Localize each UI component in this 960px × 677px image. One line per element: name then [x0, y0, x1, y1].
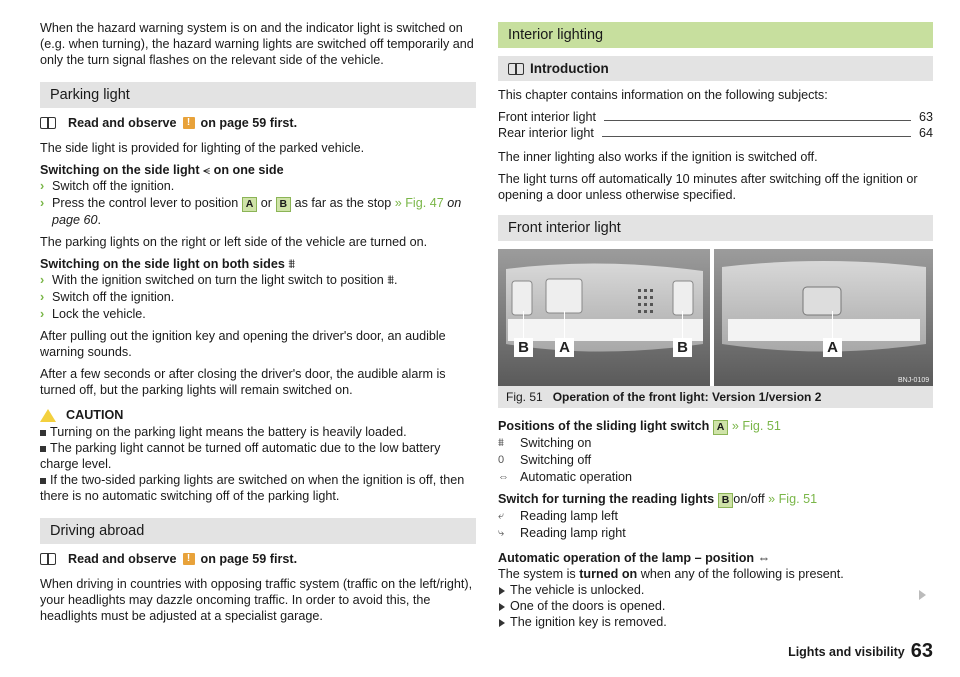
warning-icon: !	[183, 553, 195, 565]
caution-item: The parking light cannot be turned off automatic due to the low battery charge level.	[40, 441, 441, 471]
read-observe-parking: Read and observe ! on page 59 first.	[40, 116, 476, 130]
sliding-item: 0 Switching off	[498, 453, 592, 467]
parking-text-3: After pulling out the ignition key and opening the driver's door, an audible warning sounds.	[40, 329, 446, 359]
light-on-icon: ⩩	[498, 437, 504, 449]
book-icon	[40, 553, 56, 565]
arrow-icon: ›	[40, 307, 45, 321]
arrow-icon: ›	[40, 290, 45, 304]
side-light-icon: ⪪	[203, 163, 211, 177]
figure-code: BNJ-0109	[898, 377, 930, 384]
interior-text-1: The inner lighting also works if the ignition is switched off.	[498, 150, 818, 164]
automatic-text: The system is turned on when any of the following is present.	[498, 567, 844, 581]
fig-47-link[interactable]: » Fig. 47	[394, 196, 444, 210]
figure-51	[498, 249, 933, 386]
fig-51-link[interactable]: » Fig. 51	[731, 419, 781, 433]
intro-text: This chapter contains information on the following subjects:	[498, 88, 828, 102]
both-sides-heading: Switching on the side light on both sides ⩩	[40, 257, 296, 271]
toc-row[interactable]: Front interior light 63	[498, 110, 933, 124]
door-contact-icon: ⇔	[757, 551, 771, 565]
warning-icon: !	[183, 117, 195, 129]
parking-light-heading: Parking light	[40, 82, 476, 108]
reading-item: ⤶ Reading lamp left	[498, 509, 619, 523]
step-turn-switch: › With the ignition switched on turn the light switch to position ⩩.	[40, 273, 398, 287]
fig-51-link[interactable]: » Fig. 51	[768, 492, 818, 506]
front-interior-light-heading: Front interior light	[498, 215, 933, 241]
arrow-icon: ›	[40, 179, 45, 193]
book-icon	[40, 117, 56, 129]
interior-lighting-heading: Interior lighting	[498, 22, 933, 48]
parking-light-icon: ⩩	[288, 257, 296, 271]
caution-item: Turning on the parking light means the battery is heavily loaded.	[40, 424, 476, 440]
reading-lamp-right-icon: ⤷	[498, 527, 505, 539]
step-press-lever: › Press the control lever to position A or B as far as the stop » Fig. 47 on page 60.	[40, 196, 462, 227]
step-switch-off-ignition: › Switch off the ignition.	[40, 179, 175, 193]
figure-caption: Fig. 51 Operation of the front light: Version 1/version 2	[498, 386, 933, 408]
introduction-heading: Introduction	[498, 56, 933, 81]
parking-light-icon: ⩩	[387, 273, 395, 287]
figure-label-a: A	[823, 338, 842, 357]
sliding-item: ⇔ Automatic operation	[498, 470, 633, 484]
left-column	[40, 0, 476, 630]
parking-text-4: After a few seconds or after closing the driver's door, the audible alarm is turned off, but the parking lights will remain switched on.	[40, 367, 446, 397]
right-column	[498, 0, 933, 630]
key-a: A	[242, 197, 258, 212]
interior-text-2: The light turns off automatically 10 minutes after switching off the ignition or opening a door unless otherwise specified.	[498, 172, 918, 202]
automatic-item: The vehicle is unlocked.	[498, 582, 933, 598]
door-contact-icon: ⇔	[498, 471, 509, 483]
automatic-item: The ignition key is removed.	[498, 614, 933, 630]
step-switch-off: › Switch off the ignition.	[40, 290, 175, 304]
sliding-item: ⩩ Switching on	[498, 436, 592, 450]
figure-label-b: B	[514, 338, 533, 357]
caution-heading: CAUTION	[40, 408, 476, 422]
arrow-icon: ›	[40, 273, 45, 287]
triangle-bullet-icon	[499, 619, 505, 627]
page-number: 63	[910, 640, 933, 662]
key-b: B	[718, 493, 734, 508]
footer-section: Lights and visibility	[788, 644, 905, 659]
figure-label-b: B	[673, 338, 692, 357]
parking-text-2: The parking lights on the right or left side of the vehicle are turned on.	[40, 235, 428, 249]
light-off-icon: 0	[498, 454, 505, 466]
reading-item: ⤷ Reading lamp right	[498, 526, 626, 540]
hazard-paragraph: When the hazard warning system is on and the indicator light is switched on (e.g. when turning), the hazard warning lights are switched off temporarily and only the turn signal flashes on the relevant side of the vehicle.	[40, 21, 474, 67]
caution-icon	[40, 409, 56, 422]
reading-lamp-left-icon: ⤶	[498, 510, 505, 522]
one-side-heading: Switching on the side light ⪪ on one side	[40, 163, 284, 177]
key-b: B	[276, 197, 292, 212]
arrow-icon: ›	[40, 196, 45, 210]
triangle-bullet-icon	[499, 603, 505, 611]
caution-item: If the two-sided parking lights are switched on when the ignition is off, then there is no automatic switching off of the parking light.	[40, 473, 465, 503]
triangle-bullet-icon	[499, 587, 505, 595]
page-footer	[786, 640, 933, 663]
automatic-heading: Automatic operation of the lamp – position ⇔	[498, 551, 771, 565]
parking-text-1: The side light is provided for lighting of the parked vehicle.	[40, 141, 365, 155]
toc-row[interactable]: Rear interior light 64	[498, 126, 933, 140]
sliding-switch-heading: Positions of the sliding light switch A » Fig. 51	[498, 419, 781, 433]
figure-label-a: A	[555, 338, 574, 357]
book-icon	[508, 63, 524, 75]
key-a: A	[713, 420, 729, 435]
continue-arrow-icon	[919, 590, 926, 600]
driving-abroad-heading: Driving abroad	[40, 518, 476, 544]
reading-switch-heading: Switch for turning the reading lights B on/off » Fig. 51	[498, 492, 818, 506]
abroad-text: When driving in countries with opposing traffic system (traffic on the left/right), your headlights may dazzle oncoming traffic. In order to avoid this, the headlights must be adjusted at a specialist garage.	[40, 577, 473, 623]
step-lock: › Lock the vehicle.	[40, 307, 146, 321]
automatic-item: One of the doors is opened.	[498, 598, 933, 614]
read-observe-abroad: Read and observe ! on page 59 first.	[40, 552, 476, 566]
